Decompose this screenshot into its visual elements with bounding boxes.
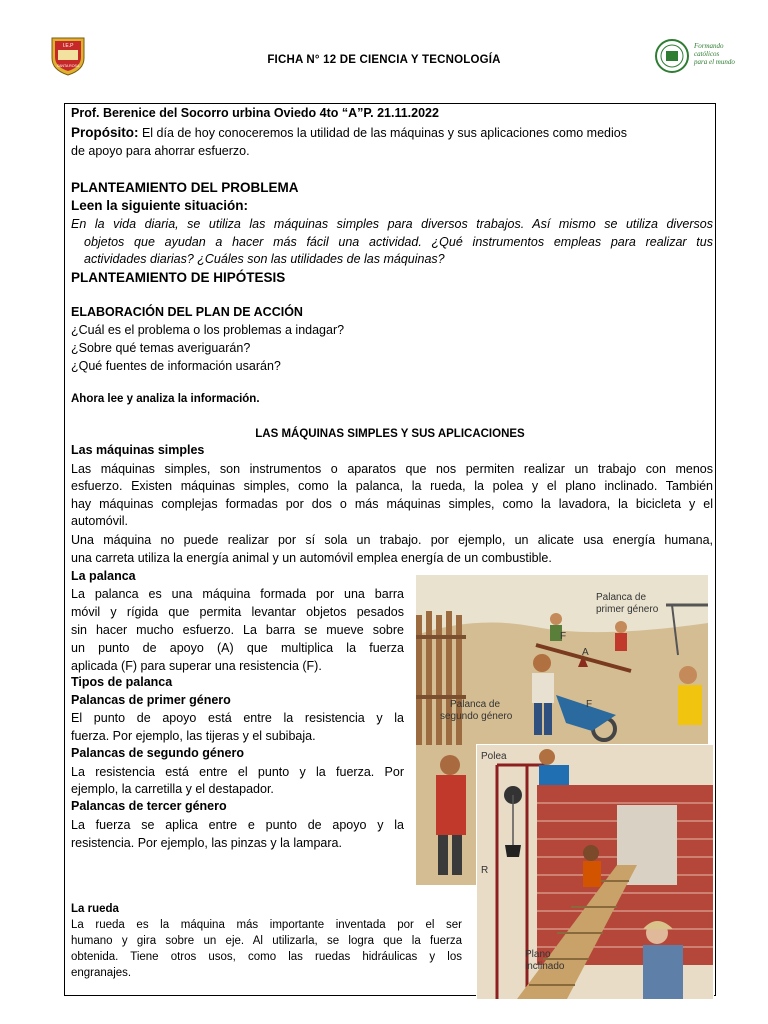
lever-line: La palanca es una máquina formada por una barra <box>71 587 404 601</box>
situation-heading: Leen la siguiente situación: <box>71 198 249 213</box>
plan-question: ¿Cuál es el problema o los problemas a indagar? <box>71 323 345 337</box>
purpose-text: El día de hoy conoceremos la utilidad de las máquinas y sus aplicaciones como medios <box>138 126 627 140</box>
first-class-heading: Palancas de primer género <box>71 693 231 707</box>
lever-heading: La palanca <box>71 569 136 583</box>
svg-text:R: R <box>481 865 489 876</box>
wheel-line: La rueda es la máquina más importante inventada por el ser <box>71 919 462 931</box>
hypothesis-heading: PLANTEAMIENTO DE HIPÓTESIS <box>71 270 286 285</box>
seal-icon <box>654 38 690 74</box>
paragraph-line: Las máquinas simples, son instrumentos o aparatos que nos permiten realizar un trabajo con menos <box>71 462 713 476</box>
second-class-line: ejemplo, la carretilla y el destapador. <box>71 782 274 796</box>
lever-types-heading: Tipos de palanca <box>71 675 173 689</box>
lever-line: un punto de apoyo (A) que multiplica la fuerza <box>71 641 404 655</box>
paragraph-line: hay máquinas complejas formadas por dos o más máquinas simples, como la lavadora, la bicicleta y el <box>71 497 713 511</box>
school-seal-logo <box>654 38 744 74</box>
svg-text:Plano: Plano <box>525 949 551 960</box>
svg-text:F: F <box>560 631 567 642</box>
paragraph-line: automóvil. <box>71 514 128 528</box>
third-class-heading: Palancas de tercer género <box>71 799 227 813</box>
pulley-ramp-illustration <box>476 744 714 1000</box>
svg-text:SANTA ROSA: SANTA ROSA <box>56 64 80 68</box>
purpose-label: Propósito: <box>71 125 139 140</box>
svg-text:Polea: Polea <box>481 751 507 762</box>
paragraph-line: Una máquina no puede realizar por sí sola un trabajo. por ejemplo, un alicate usa energía humana, <box>71 533 713 547</box>
third-class-line: La fuerza se aplica entre e punto de apoyo y la <box>71 818 404 832</box>
plan-heading: ELABORACIÓN DEL PLAN DE ACCIÓN <box>71 305 303 319</box>
situation-line: En la vida diaria, se utiliza las máquinas simples para diversos trabajos. Así mismo se utiliza diversos <box>71 217 713 231</box>
svg-text:segundo género: segundo género <box>440 711 513 722</box>
svg-text:Palanca de: Palanca de <box>596 592 647 603</box>
wheel-line: humano y gira sobre un eje. Al utilizarla, se logra que la fuerza <box>71 935 462 947</box>
svg-text:inclinado: inclinado <box>525 961 565 972</box>
situation-line: objetos que ayudan a hacer más fácil una actividad. ¿Qué instrumentos empleas para realizar tus <box>84 235 713 249</box>
wheel-line: obtenida. Tiene otros usos, como las ruedas hidráulicas y los <box>71 951 462 963</box>
worksheet-title: FICHA N° 12 DE CIENCIA Y TECNOLOGÍA <box>267 54 501 66</box>
purpose-line <box>71 124 713 142</box>
teacher-line: Prof. Berenice del Socorro urbina Oviedo 4to “A”P. 21.11.2022 <box>71 106 439 120</box>
first-class-line: fuerza. Por ejemplo, las tijeras y el subibaja. <box>71 729 316 743</box>
purpose-text-continued: de apoyo para ahorrar esfuerzo. <box>71 144 250 158</box>
third-class-line: resistencia. Por ejemplo, las pinzas y la lampara. <box>71 836 342 850</box>
read-instruction: Ahora lee y analiza la información. <box>71 393 260 405</box>
logo-motto: Formando católicos para el mundo <box>694 42 735 66</box>
situation-line: actividades diarias? ¿Cuáles son las utilidades de las máquinas? <box>84 252 445 266</box>
paragraph-line: una carreta utiliza la energía animal y un automóvil emplea energía de un combustible. <box>71 551 552 565</box>
first-class-line: El punto de apoyo está entre la resistencia y la <box>71 711 404 725</box>
svg-text:A: A <box>582 647 589 658</box>
plan-question: ¿Sobre qué temas averiguarán? <box>71 341 251 355</box>
second-class-line: La resistencia está entre el punto y la fuerza. Por <box>71 765 404 779</box>
problem-heading: PLANTEAMIENTO DEL PROBLEMA <box>71 180 299 195</box>
paragraph-line: esfuerzo. Existen máquinas simples, como la palanca, la rueda, la polea y el plano inclinado. También <box>71 479 713 493</box>
wheel-line: engranajes. <box>71 967 132 979</box>
svg-text:Palanca de: Palanca de <box>450 699 501 710</box>
svg-text:primer género: primer género <box>596 604 659 615</box>
plan-question: ¿Qué fuentes de información usarán? <box>71 359 281 373</box>
lever-line: móvil y rígida que permita levantar objetos pesados <box>71 605 404 619</box>
simple-machines-heading: Las máquinas simples <box>71 443 205 457</box>
second-class-heading: Palancas de segundo género <box>71 746 244 760</box>
svg-text:I.E.P: I.E.P <box>62 43 74 49</box>
section-title: LAS MÁQUINAS SIMPLES Y SUS APLICACIONES <box>255 428 525 440</box>
wheel-heading: La rueda <box>71 903 119 915</box>
lever-line: aplicada (F) para superar una resistencia (F). <box>71 659 322 673</box>
lever-line: sin hacer mucho esfuerzo. La barra se mueve sobre <box>71 623 404 637</box>
svg-text:F: F <box>586 699 593 710</box>
